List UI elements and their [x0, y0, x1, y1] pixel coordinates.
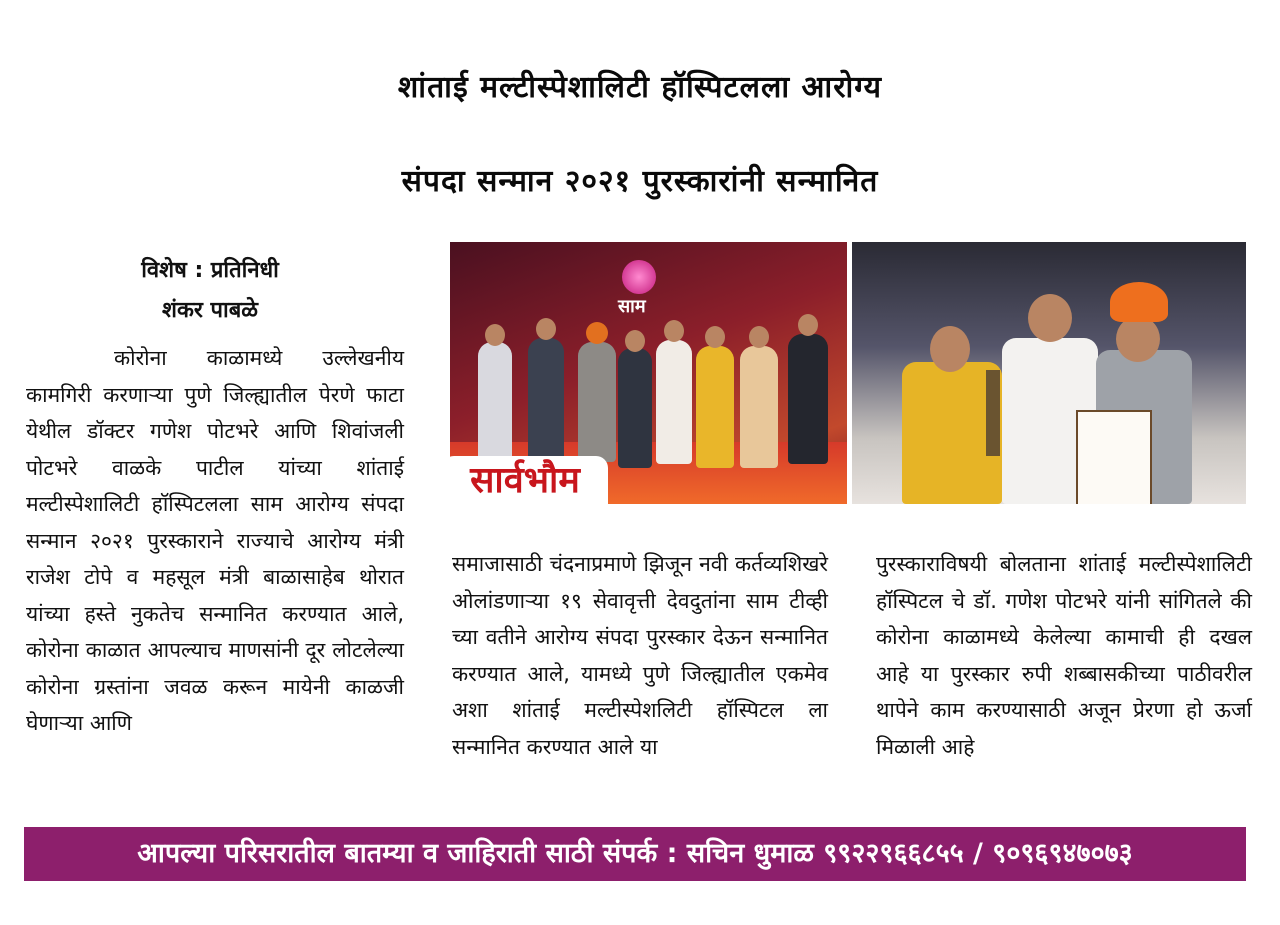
contact-footer-banner: आपल्या परिसरातील बातम्या व जाहिराती साठी संपर्क : सचिन धुमाळ ९९२२९६६८५५ / ९०९६९४७०७३ [24, 827, 1246, 881]
trophy-icon [986, 370, 1000, 456]
article-column-2 [452, 546, 828, 765]
article-text: कोरोना काळामध्ये उल्लेखनीय कामगिरी करणाऱ्या पुणे जिल्ह्यातील पेरणे फाटा येथील डॉक्टर गणेश पोटभरे आणि शिवांजली पोटभरे वाळके पाटील यांच्या शांताई मल्टीस्पेशालिटी हॉस्पिटलला साम आरोग्य संपदा सन्मान २०२१ पुरस्काराने राज्याचे आरोग्य मंत्री राजेश टोपे व महसूल मंत्री बाळासाहेब थोरात यांच्या हस्ते नुकतेच सन्मानित करण्यात आले, कोरोना काळात आपल्याच माणसांनी दूर लोटलेल्या कोरोना ग्रस्तांना जवळ करून मायेनी काळजी घेणाऱ्या आणि [26, 346, 404, 735]
award-holders-photo [852, 242, 1246, 504]
person-figure [478, 342, 512, 462]
person-head [749, 326, 769, 348]
person-figure [740, 346, 778, 468]
person-head [1116, 316, 1160, 362]
byline-author: शंकर पाबळे [162, 298, 258, 323]
person-figure [696, 346, 734, 468]
article-column-1 [26, 340, 404, 742]
person-head [664, 320, 684, 342]
certificate-frame [1076, 410, 1152, 504]
person-head [586, 322, 608, 344]
headline-line-1: शांताई मल्टीस्पेशालिटी हॉस्पिटलला आरोग्य [397, 70, 883, 105]
turban-icon [1110, 282, 1168, 322]
headline-line-2: संपदा सन्मान २०२१ पुरस्कारांनी सन्मानित [401, 164, 879, 199]
article-column-3 [876, 546, 1252, 765]
channel-logo-text: साम [618, 296, 646, 317]
person-head [625, 330, 645, 352]
person-head [485, 324, 505, 346]
article-text: समाजासाठी चंदनाप्रमाणे झिजून नवी कर्तव्यशिखरे ओलांडणाऱ्या १९ सेवावृत्ती देवदुतांना साम टीव्ही च्या वतीने आरोग्य संपदा पुरस्कार देऊन सन्मानित करण्यात आले, यामध्ये पुणे जिल्ह्यातील एकमेव अशा शांताई मल्टीस्पेशलिटी हॉस्पिटल ला सन्मानित करण्यात आले या [452, 552, 828, 759]
person-head [1028, 294, 1072, 342]
person-head [536, 318, 556, 340]
person-figure [528, 338, 564, 462]
article-text: पुरस्काराविषयी बोलताना शांताई मल्टीस्पेशालिटी हॉस्पिटल चे डॉ. गणेश पोटभरे यांनी सांगितले की कोरोना काळामध्ये केलेल्या कामाची ही दखल आहे या पुरस्कार रुपी शब्बासकीच्या पाठीवरील थापेने काम करण्यासाठी अजून प्रेरणा हो ऊर्जा मिळाली आहे [876, 552, 1252, 759]
person-head [930, 326, 970, 372]
sarvabhaum-stamp: सार्वभौम [442, 456, 608, 504]
person-figure [656, 340, 692, 464]
person-figure [788, 334, 828, 464]
channel-logo-icon [622, 260, 656, 294]
person-figure [618, 348, 652, 468]
person-head [705, 326, 725, 348]
person-head [798, 314, 818, 336]
person-figure [578, 342, 616, 462]
byline-role: विशेष : प्रतिनिधी [141, 258, 279, 283]
